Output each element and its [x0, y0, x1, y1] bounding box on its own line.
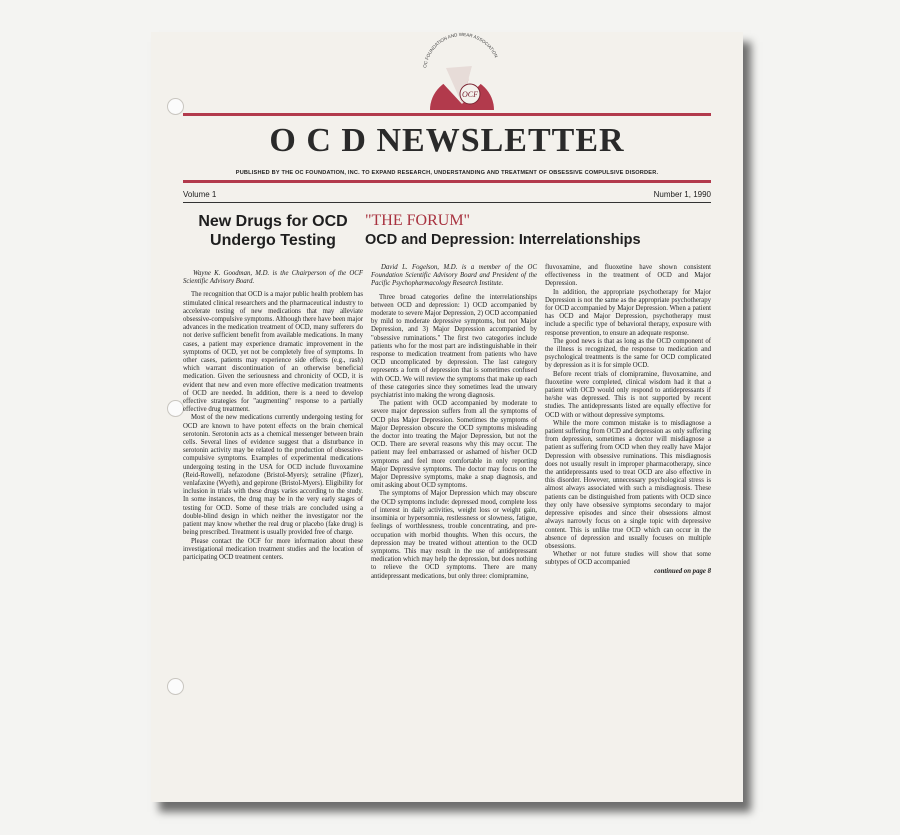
logo-ring-text: OC FOUNDATION AND WEAR ASSOCIATION	[422, 32, 499, 69]
paragraph: The patient with OCD accompanied by moderate to severe major depression suffers from all the symptoms of OCD plus Major Depression. Sometimes the symptoms of Major Depression obscure the OCD symptoms misleading the doctor into treating the Major Depression, but not the OCD. There are several reasons why this may occur. The patient may feel embarrassed or ashamed of his/her OCD symptoms and feel more comfortable in only reporting Major Depressive symptoms. The doctor may focus on the Major Depressive symptoms, make a snap diagnosis, and omit asking about OCD symptoms.	[371, 400, 537, 490]
newsletter-page	[151, 32, 743, 802]
forum-byline: David L. Fogelson, M.D. is a member of the OC Foundation Scientific Advisory Board and President of the Pacific Psychopharmacology Research Institute.	[371, 264, 537, 288]
continued-note: continued on page 8	[654, 567, 711, 575]
ocf-logo	[416, 32, 508, 110]
forum-headline: OCD and Depression: Interrelationships	[365, 232, 641, 248]
paragraph: The symptoms of Major Depression which may obscure the OCD symptoms include: depressed mood, complete loss of interest in daily activities, weight loss or weight gain, insominia or hypersomnia, restlessness or slowness, fatigue, feelings of worthlessness, trouble concentrating, and pre-occupation with morbid thoughts. When this occurs, the depression may be treated without attention to the OCD symptoms. This may result in the use of antidepressant medication which may help the depression, but does nothing to relieve the OCD symptoms. There are many antidepressant medications, but only three: clomipramine,	[371, 490, 537, 580]
paragraph: Most of the new medications currently undergoing testing for OCD are known to have potent effects on the brain chemical serotonin. Serotonin acts as a chemical messenger between brain cells. Several lines of evidence suggest that a disturbance in serotonin activity may be related to the production of obsessive-compulsive symptoms. Examples of experimental medications undergoing testing in the USA for OCD include fluvoxamine (Reid-Rowell), nefazodone (Bristol-Myers); setraline (Pfizer), venlafaxine (Wyeth), and gepirone (Bristol-Myers). Eligibility for inclusion in trials with these drugs varies according to the study. In some instances, the drug may be in the very early stages of testing for OCD. Some of these trials are concluded using a double-blind design in which neither the investigator nor the patient may know whether the real drug or placebo (fake drug) is being prescribed. Treatment is usually provided free of charge.	[183, 414, 363, 537]
paragraph: In addition, the appropriate psychotherapy for Major Depression is not the same as the appropriate psychotherapy for OCD accompanied by Major Depression. When a patient has OCD and Major Depression, psychotherapy must include a specific type of behavioral therapy, exposure with response prevention, to ensure an adequate response.	[545, 288, 711, 337]
masthead-bottom-rule	[183, 180, 711, 183]
left-article-byline: Wayne K. Goodman, M.D. is the Chairperson of the OCF Scientific Advisory Board.	[183, 270, 363, 286]
forum-column-2	[545, 264, 711, 576]
paragraph: The good news is that as long as the OCD component of the illness is recognized, the response to medication and psychological treatments is the same for OCD complicated by depression as it is for simple OCD.	[545, 337, 711, 370]
binder-hole	[167, 400, 184, 417]
binder-hole	[167, 98, 184, 115]
issue-number: Number 1, 1990	[653, 190, 711, 199]
binder-hole	[167, 678, 184, 695]
masthead-tagline: PUBLISHED BY THE OC FOUNDATION, INC. TO EXPAND RESEARCH, UNDERSTANDING AND TREATMENT OF OBSESSIVE COMPULSIVE DISORDER.	[235, 170, 659, 176]
masthead-title: O C D NEWSLETTER	[269, 122, 625, 159]
masthead-top-rule	[183, 113, 711, 116]
forum-column-1	[371, 264, 537, 581]
paragraph: fluvoxamine, and fluoxetine have shown consistent effectiveness in the treatment of OCD and Major Depression.	[545, 264, 711, 288]
paragraph: Whether or not future studies will show that some subtypes of OCD accompanied	[545, 551, 711, 567]
forum-kicker: "THE FORUM"	[365, 212, 471, 229]
paragraph: The recognition that OCD is a major public health problem has stimulated clinical researchers and the pharmaceutical industry to accelerate testing of new medications that may alleviate obsessive-compulsive symptoms. Although there have been major advances in the medication treatment of OCD, many sufferers do not derive sufficient benefit from available medications. In many cases, a patient may experience dramatic improvement in the symptoms of OCD, yet not be completely free of symptoms. In other cases, patients may experience side effects (e.g., rash) which warrant discontinuation of an otherwise beneficial medication. Given the seriousness and chronicity of OCD, it is evident that new and even more effective medication treatments of OCD are needed. In addition, there is a need to develop effective strategies for "augmenting" response to a partially effective drug treatment.	[183, 291, 363, 414]
paragraph: Before recent trials of clomipramine, fluvoxamine, and fluoxetine were completed, clinical wisdom had it that a patient with OCD would only respond to antidepressants if he/she was depressed. This is not supported by recent studies. The antidepressants listed are equally effective for OCD with or without depressive symptoms.	[545, 370, 711, 419]
paragraph: Please contact the OCF for more information about these investigational medication treatment studies and the location of participating OCD treatment centers.	[183, 537, 363, 561]
issue-rule	[183, 202, 711, 203]
left-article-headline: New Drugs for OCD Undergo Testing	[198, 213, 348, 249]
logo-mark: OCF	[462, 90, 478, 99]
paragraph: Three broad categories define the interrelationships between OCD and depression: 1) OCD accompanied by moderate to severe Major Depression, 2) OCD accompanied by mild to moderate depressive symptoms, but not Major Depression, and 3) Major Depression accompanied by "obsessive ruminations." The first two categories include patients who for the most part are indistinguishable in their response to medication treatment from patients who have OCD uncomplicated by depression. The last category represents a form of depression that is sometimes confused with OCD. We will review the symptoms that make up each of these categories since they sometimes lead the unwary psychiatrist into making the wrong diagnosis.	[371, 293, 537, 400]
paragraph: While the more common mistake is to misdiagnose a patient suffering from OCD and depression as only suffering from depression, sometimes a doctor will misdiagnose a patient as suffering from OCD when they really have Major Depression with obsessive ruminations. This misdiagnosis does not usually result in improper pharmacotherapy, since the antidepressants used to treat OCD are also effective in this disorder. However, unnecessary psychological stress is almost always associated with such a misdiagnosis. These patients can be distinguished from patients with OCD since they only have obsessive symptoms secondary to major depressive episodes and since their obsessions almost always narrowly focus on a single topic with depressive content. This is unlike true OCD which can occur in the absence of depression and usually focuses on multiple obsessions.	[545, 419, 711, 550]
volume-label: Volume 1	[183, 190, 217, 199]
left-article-body	[183, 270, 363, 562]
